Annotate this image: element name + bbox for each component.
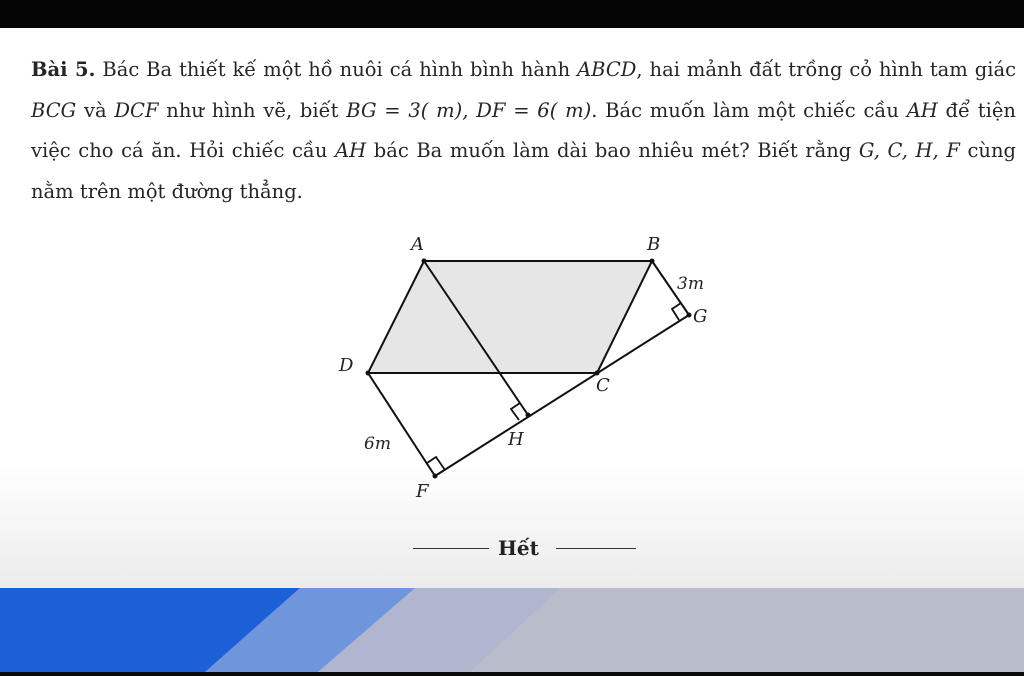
top-black-bar xyxy=(0,0,1024,28)
math-dcf: DCF xyxy=(114,98,159,122)
end-rule-right xyxy=(556,548,636,549)
problem-text-part: để tiện việc cho cá ăn. Hỏi chiếc cầu xyxy=(31,98,1016,162)
point-b xyxy=(650,259,655,264)
math-abcd: ABCD xyxy=(577,58,637,81)
label-b: B xyxy=(647,234,661,255)
point-d xyxy=(366,371,371,376)
point-h xyxy=(526,413,531,418)
point-a xyxy=(422,259,427,264)
label-c: C xyxy=(596,375,610,396)
math-ah: AH xyxy=(906,98,938,122)
problem-text-part: bác Ba muốn làm dài bao nhiêu mét? Biết rằng xyxy=(366,139,859,162)
end-marker xyxy=(0,533,1024,563)
footer-banner xyxy=(0,588,1024,672)
parallelogram-fill xyxy=(368,261,652,373)
point-g xyxy=(687,313,692,318)
problem-text-part: như hình vẽ, biết xyxy=(158,98,347,122)
geometry-figure xyxy=(320,225,720,515)
label-h: H xyxy=(508,429,524,450)
label-a: A xyxy=(411,234,424,255)
problem-label: Bài 5. xyxy=(31,58,96,81)
end-rule-left xyxy=(413,548,489,549)
problem-text-part: cùng nằm trên một đường thẳng. xyxy=(31,139,1016,203)
label-d: D xyxy=(339,355,354,376)
segment-df xyxy=(368,373,435,476)
end-label: Hết xyxy=(498,536,539,560)
label-df-length: 6m xyxy=(364,434,391,454)
label-g: G xyxy=(693,306,708,327)
right-angle-mark-h xyxy=(511,403,520,420)
bottom-black-edge xyxy=(0,672,1024,676)
math-lengths: BG = 3( m), DF = 6( m) xyxy=(346,98,592,122)
point-f xyxy=(433,474,438,479)
problem-text-part: Bác Ba thiết kế một hồ nuôi cá hình bình hành xyxy=(95,58,578,81)
problem-text-part: , hai mảnh đất trồng cỏ hình tam giác xyxy=(636,58,1016,81)
problem-text-part: . Bác muốn làm một chiếc cầu xyxy=(591,98,907,122)
problem-text-part: và xyxy=(76,98,115,122)
problem-text xyxy=(31,50,1016,212)
label-bg-length: 3m xyxy=(677,274,704,294)
right-angle-mark-g xyxy=(672,303,681,320)
math-points: G, C, H, F xyxy=(858,139,960,162)
math-ah: AH xyxy=(335,139,367,162)
label-f: F xyxy=(416,481,429,502)
math-bcg: BCG xyxy=(31,98,77,122)
